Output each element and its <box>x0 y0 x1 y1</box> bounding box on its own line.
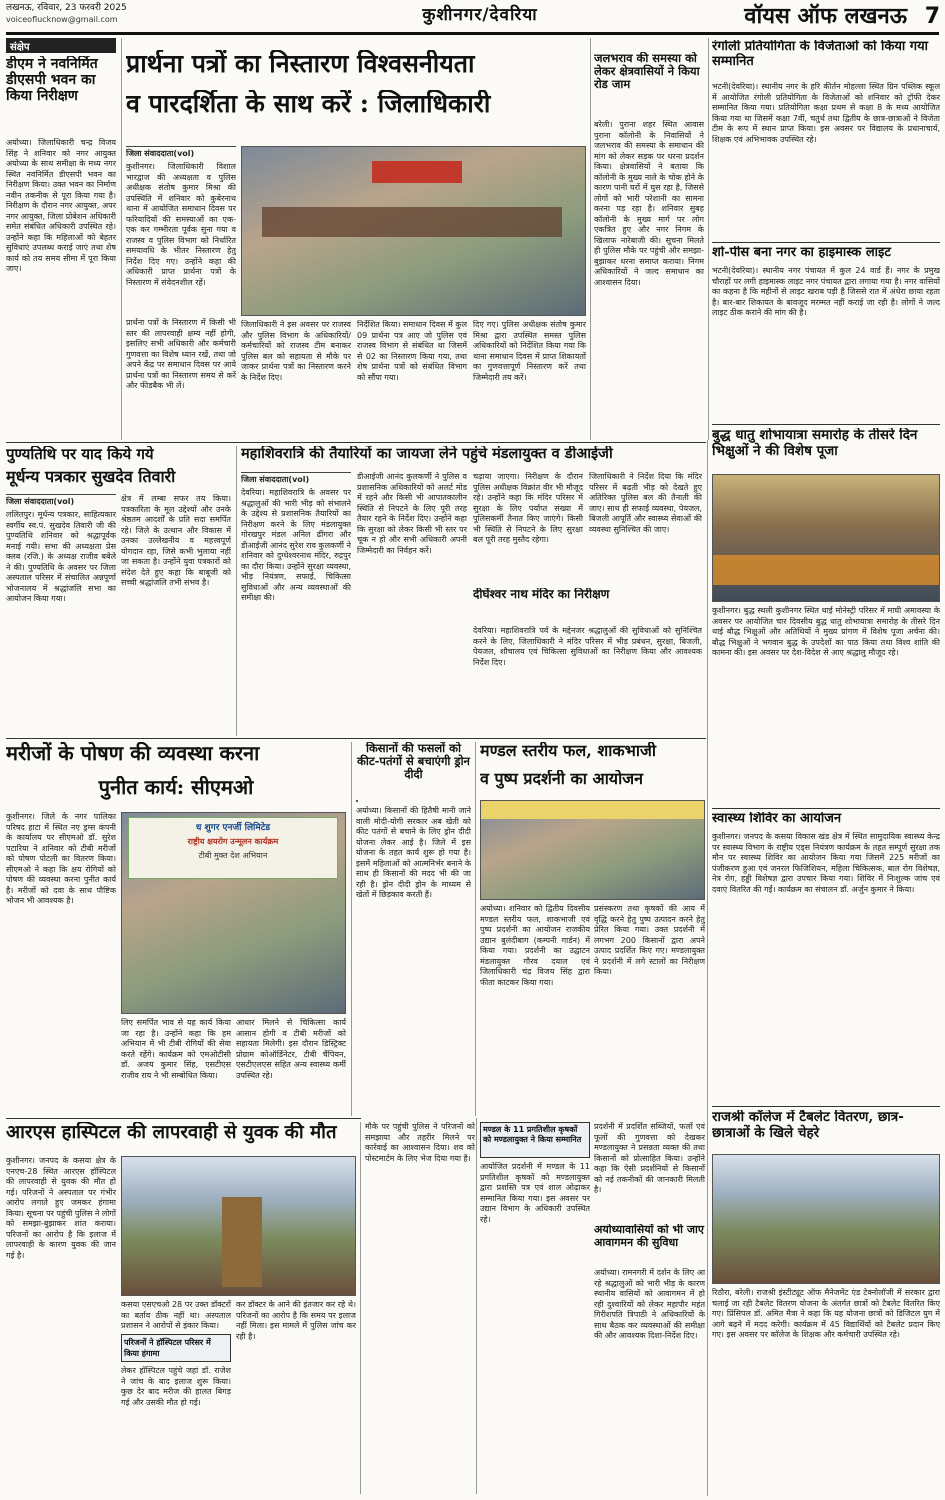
banner-line1: ध शुगर एनर्जी लिमिटेड <box>195 823 271 833</box>
mandal-box <box>480 1122 590 1158</box>
students-photo <box>712 1154 940 1284</box>
header-rule <box>6 32 939 35</box>
rangoli-body: भटनी(देवरिया)। स्थानीय नगर के हरि कीर्तन मोहल्ला स्थित ग्रिन पब्लिक स्कूल में आयोजित रंगोली प्रतियोगिता के विजेताओं को शनिवार को ट्रॉफी देकर सम्मानित किया गया। प्रतियोगिता कक्षा प्रथम से कक्षा 8 के मध्य आयोजित किया गया था जिसमें कक्षा 7वीं, चतुर्थ तथा द्वितीय के छात्र-छात्राओं ने विजेता टीम के रूप में स्थान प्राप्त किया। इस अवसर पर विद्यालय के प्रधानाचार्य, शिक्षक एवं अभिभावक उपस्थित रहे। <box>712 82 940 144</box>
divider <box>6 1118 361 1119</box>
mahashivratri-body-col2: डीआईजी आनंद कुलकर्णी ने पुलिस व प्रशासनिक अधिकारियों को अलर्ट मोड में रहने और किसी भी आपातकालीन स्थिति से निपटने के लिए पूरी तरह तैयार रहने के निर्देश दिए। उन्होंने कहा कि सुरक्षा को लेकर किसी भी स्तर पर चूक न हो और सभी अधिकारी अपनी जिम्मेदारी का निर्वहन करें। <box>357 472 467 555</box>
column-divider <box>236 446 237 736</box>
divider <box>712 1106 940 1107</box>
monks-photo <box>712 474 940 602</box>
email: voiceoflucknow@gmail.com <box>6 15 118 24</box>
mahashivratri-byline: जिला संवाददाता(vol) <box>241 472 351 486</box>
lead-body-col4: निर्देशित किया। समाधान दिवस में कुल 09 प्रार्थना पत्र आए जो पुलिस एवं राजस्व विभाग से संबंधित था जिसमें से 02 का निस्तारण किया गया, तथा शेष प्रार्थना पत्रों को संबंधित विभाग को सौंपा गया। <box>357 320 467 382</box>
divider <box>6 738 706 739</box>
column-divider <box>360 1122 361 1494</box>
mandal-body-col1: अयोध्या। शनिवार को द्वितीय दिवसीय मण्डल स्तरीय फल, शाकभाजी एवं पुष्प प्रदर्शनी का आयोजन राजकीय उद्यान बुलंदीबाग (कम्पनी गार्डन) में किया गया। प्रदर्शनी का उद्घाटन मंडलायुक्त गौरव दयाल एवं जिलाधिकारी चंद्र विजय सिंह द्वारा फीता काटकर किया गया। <box>480 904 590 987</box>
mariz-body-col1: कुशीनगर। जिले के नगर पालिका परिषद हाटा में स्थित नए ड्रग्स कंपनी के कार्यालय पर सीएमओ डॉ. सुरेश पटारिया ने शनिवार को टीबी मरीजों को पोषण पोटली का वितरण किया। सीएमओ ने कहा कि क्षय रोगियों को पोषण की व्यवस्था करना पुनीत कार्य है। मरीजों को दवा के साथ पौष्टिक भोजन भी आवश्यक है। <box>6 812 116 905</box>
mandal-box-title: मण्डल के 11 प्रगतिशील कृषकों को मण्डलायुक्त ने किया सम्मानित <box>483 1125 582 1144</box>
lead-headline-line2: व पारदर्शिता के साथ करें : जिलाधिकारी <box>126 90 491 118</box>
police-crowd-photo <box>121 1156 356 1296</box>
mariz-body-col3: आधार मिलने से चिकित्सा कार्य आसान होगी व टीबी मरीजों को सहायता मिलेगी। इस दौरान डिस्ट्रिक्ट प्रोग्राम कोऑर्डिनेटर, टीबी चैंपियन, एसटीएलएस सहित अन्य स्वास्थ्य कर्मी उपस्थित रहे। <box>236 1018 346 1080</box>
mahashivratri-body-col3: चढ़ाया जाएगा। निरीक्षण के दौरान पुलिस अधीक्षक विक्रांत वीर भी मौजूद रहे। उन्होंने कहा कि मंदिर परिसर में सुरक्षा के लिए पर्याप्त संख्या में पुलिसकर्मी तैनात किए जाएंगे। किसी भी स्थिति से निपटने के लिए सुरक्षा बल पूरी तरह मुस्तैद रहेगा। <box>473 472 583 544</box>
punyatithi-body-col1: ललितपुर। मूर्धन्य पत्रकार, साहित्यकार स्वर्गीय स्व.पं. सुखदेव तिवारी जी की पुण्यतिथि शनिवार को श्रद्धापूर्वक मनाई गयी। सभा की अध्यक्षता प्रेस क्लब (रजि.) के अध्यक्ष राजीव बबेले ने की। पुण्यतिथि के अवसर पर जिला अस्पताल परिसर में संचालित अन्नपूर्णा भोजनालय में श्रद्धांजलि सभा का आयोजन किया गया। <box>6 510 116 603</box>
lead-body-col5: दिए गए। पुलिस अधीक्षक संतोष कुमार मिश्रा द्वारा उपस्थित समस्त पुलिस अधिकारियों को निर्देशित किया गया कि थाना समाधान दिवस में प्राप्त शिकायतों का गुणवत्तापूर्ण निस्तारण करें तथा जिम्मेदारी तय करें। <box>473 320 586 382</box>
lead-byline: जिला संवाददाता(vol) <box>126 146 236 160</box>
mariz-headline-line2: पुनीत कार्य: सीएमओ <box>98 776 254 799</box>
mahashivratri-subhead: दीर्घेश्वर नाथ मंदिर का निरीक्षण <box>473 588 610 601</box>
lead-body-col3: जिलाधिकारी ने इस अवसर पर राजस्व और पुलिस विभाग के अधिकारियों/कर्मचारियों को राजस्व टीम बनाकर पुलिस बल को सहायता से मौके पर जाकर प्रार्थना पत्रों का निस्तारण करने के निर्देश दिए। <box>241 320 351 382</box>
mandal-headline-line1: मण्डल स्तरीय फल, शाकभाजी <box>480 742 657 760</box>
mahashivratri-headline: महाशिवरात्रि की तैयारियों का जायजा लेने पहुंचे मंडलायुक्त व डीआईजी <box>241 446 613 462</box>
rs-hospital-box-title: परिजनों ने हॉस्पिटल परिसर में किया हंगामा <box>124 1338 211 1358</box>
samadhan-diwas-photo <box>241 146 586 316</box>
tb-nutrition-photo <box>121 812 346 1014</box>
tablet-headline: राजश्री कॉलेज में टैबलेट वितरण, छात्र-छात्राओं के खिले चेहरे <box>712 1110 904 1141</box>
buddha-body: कुशीनगर। बुद्ध स्थली कुशीनगर स्थित थाई मोनेस्ट्री परिसर में माघी अमावस्या के अवसर पर आयोजित चार दिवसीय बुद्ध धातु शोभायात्रा समारोह के तीसरे दिन थाई बौद्ध भिक्षुओं और अतिथियों ने मुख्य प्रांगण में विशेष पूजा अर्चना की। बौद्ध भिक्षुओं ने भगवान बुद्ध के उपदेशों का पाठ किया तथा विश्व शांति की कामना की। इस अवसर पर देश-विदेश से आए श्रद्धालु मौजूद रहे। <box>712 606 940 657</box>
punyatithi-body-col2: क्षेत्र में लम्बा सफर तय किया। पत्रकारिता के मूल उद्देश्यों और उनके श्रेष्ठतम आदर्शों के प्रति सदा समर्पित रहे। जिले के उत्थान और विकास में उनका उल्लेखनीय व महत्त्वपूर्ण योगदान रहा, जिसे कभी भुलाया नहीं जा सकता है। उन्होंने युवा पत्रकारों को संदेश देते हुए कहा कि बाबूजी को सच्ची श्रद्धांजलि तभी संभव है। <box>121 494 231 587</box>
mandal-headline-line2: व पुष्प प्रदर्शनी का आयोजन <box>480 770 643 788</box>
mandal-body-col3: प्रदर्शनी में प्रदर्शित सब्जियों, फलों एवं फूलों की गुणवत्ता को देखकर मण्डलायुक्त ने प्रसन्नता व्यक्त की तथा किसानों को प्रोत्साहित किया। उन्होंने कहा कि ऐसी प्रदर्शनियों से किसानों को नई तकनीकों की जानकारी मिलती है। <box>594 1122 705 1194</box>
swasthya-body: कुशीनगर। जनपद के कसया विकास खंड क्षेत्र में स्थित सामुदायिक स्वास्थ्य केन्द्र पर स्वास्थ्य विभाग के राष्ट्रीय एड्स नियंत्रण कार्यक्रम के तहत सम्पूर्ण सुरक्षा तक मौन पर स्वास्थ्य शिविर का आयोजन किया गया जिसमें 225 मरीजों का पंजीकरण हुआ एवं जनरल फिजिशियन, महिला चिकित्सक, बाल रोग विशेषज्ञ, नेत्र रोग, हड्डी विशेषज्ञ द्वारा उपचार किया गया। शिविर में निःशुल्क जांच एवं दवाएं वितरित की गईं। कार्यक्रम का संचालन डॉ. अर्जुन कुमार ने किया। <box>712 832 940 894</box>
column-divider <box>351 742 352 1116</box>
swasthya-headline: स्वास्थ्य शिविर का आयोजन <box>712 812 842 826</box>
mahashivratri-sub-body: देवरिया। महाशिवरात्रि पर्व के मद्देनजर श्रद्धालुओं की सुविधाओं को सुनिश्चित करने के लिए, जिलाधिकारी ने मंदिर परिसर में भीड़ प्रबंधन, सुरक्षा, बिजली, पेयजल, शौचालय एवं चिकित्सा सुविधाओं का निरीक्षण किया और आवश्यक निर्देश दिए। <box>473 626 702 667</box>
mandal-body-col2: प्रसंस्करण तथा कृषकों की आय में वृद्धि करने हेतु पुष्प उत्पादन करने हेतु प्रेरित किया गया। उक्त प्रदर्शनी में लगभग 200 किसानों द्वारा अपने उत्पाद प्रदर्शित किए गए। मण्डलायुक्त ने प्रदर्शनी में लगे स्टालों का निरीक्षण किया। <box>594 904 705 976</box>
divider <box>6 442 706 443</box>
section-title: कुशीनगर/देवरिया <box>422 5 538 25</box>
column-divider <box>121 38 122 440</box>
column-divider <box>590 38 591 440</box>
lead-headline-line1: प्रार्थना पत्रों का निस्तारण विश्वसनीयता <box>126 50 475 78</box>
lead-body-col2: प्रार्थना पत्रों के निस्तारण में किसी भी स्तर की लापरवाही क्षम्य नहीं होगी, इसलिए सभी अधिकारी और कर्मचारी गुणवत्ता का विशेष ध्यान रखें, तथा जो अपने केंद्र पर समाधान दिवस पर आये प्रार्थना पत्रों का निस्तारण समय से करें और फीडबैक भी लें। <box>126 318 236 390</box>
rs-hospital-headline: आरएस हास्पिटल की लापरवाही से युवक की मौत <box>6 1122 337 1143</box>
mandal-subhead: अयोध्यावासियों को भी जाए आवागमन की सुविधा <box>594 1224 704 1249</box>
sankshep-headline: डीएम ने नवनिर्मित डीएसपी भवन का किया निरीक्षण <box>6 56 98 105</box>
rs-hospital-body-col4: मौके पर पहुंची पुलिस ने परिजनों को समझाया और तहरीर मिलने पर कार्रवाई का आश्वासन दिया। शव को पोस्टमार्टम के लिए भेज दिया गया है। <box>365 1122 475 1163</box>
masthead <box>704 0 940 30</box>
rs-hospital-box <box>121 1334 231 1362</box>
highmast-headline: शो-पीस बना नगर का हाइमास्क लाइट <box>712 246 891 260</box>
sankshep-label: संक्षेप <box>6 38 116 53</box>
sankshep-body: अयोध्या। जिलाधिकारी चन्द्र विजय सिंह ने शनिवार को नगर आयुक्त अयोध्या के साथ समीक्षा के मध्य नगर स्थित नवनिर्मित डीएसपी भवन का निरीक्षण किया। उक्त भवन का निर्माण नवीन तकनीक से पूरा किया गया है। निरीक्षण के दौरान नगर आयुक्त, अपर नगर आयुक्त, जिला प्रोबेशन अधिकारी समेत संबंधित अधिकारी उपस्थित रहे। उन्होंने कहा कि महिलाओं को बेहतर सुविधाएं उपलब्ध कराई जाएं तथा शेष कार्य को तय समय सीमा में पूरा किया जाए। <box>6 138 116 273</box>
rs-hospital-box-body: लेकर हॉस्पिटल पहुंचे जहां डॉ. राजेश ने जांच के बाद इलाज शुरू किया। कुछ देर बाद मरीज की हालत बिगड़ गई और उसकी मौत हो गई। <box>121 1366 231 1407</box>
divider <box>712 808 940 809</box>
column-divider <box>476 1118 477 1494</box>
punyatithi-headline-line2: मूर्धन्य पत्रकार सुखदेव तिवारी <box>6 468 176 486</box>
rs-hospital-body-col2: कसया एसएचओ 28 पर उक्त डॉक्टरों का बर्ताव ठीक नहीं था। अस्पताल प्रशासन ने आरोपों से इंकार किया। <box>121 1300 231 1330</box>
masthead-title: वॉयस ऑफ लखनऊ <box>744 4 908 29</box>
column-divider <box>708 38 709 440</box>
header-dateline-block <box>6 2 127 26</box>
mandal-sub-body: अयोध्या। रामनगरी में दर्शन के लिए आ रहे श्रद्धालुओं को भारी भीड़ के कारण स्थानीय वासियों को आवागमन में हो रही दुश्वारियों को लेकर महापौर महंत गिरीशपति त्रिपाठी ने अधिकारियों के साथ बैठक कर व्यवस्थाओं की समीक्षा की और आवश्यक दिशा-निर्देश दिए। <box>594 1268 705 1340</box>
rs-hospital-body-col1: कुशीनगर। जनपद के कसया क्षेत्र के एनएच-28 स्थित आरएस हॉस्पिटल की लापरवाही से युवक की मौत हो गई। परिजनों ने अस्पताल पर गंभीर आरोप लगाते हुए जमकर हंगामा किया। सूचना पर पहुंची पुलिस ने लोगों को समझा-बुझाकर शांत कराया। परिजनों का आरोप है कि इलाज में लापरवाही के कारण युवक की जान गई है। <box>6 1156 116 1260</box>
mariz-body-col2: लिए समर्पित भाव से यह कार्य किया जा रहा है। उन्होंने कहा कि हम अभियान में भी टीबी रोगियों की सेवा करते रहेंगे। कार्यक्रम को एमओटीसी डॉ. अजय कुमार सिंह, एसटीएस राजीव राय ने भी सम्बोधित किया। <box>121 1018 231 1080</box>
mahashivratri-body-col4: जिलाधिकारी ने निर्देश दिया कि मंदिर परिसर में बढ़ती भीड़ को देखते हुए अतिरिक्त पुलिस बल की तैनाती की जाए। साथ ही सफाई व्यवस्था, पेयजल, बिजली आपूर्ति और स्वास्थ्य सेवाओं की व्यवस्था सुनिश्चित की जाए। <box>589 472 702 534</box>
page-number: 7 <box>924 4 940 29</box>
mahashivratri-body-col1: देवरिया। महाशिवरात्रि के अवसर पर श्रद्धालुओं की भारी भीड़ को संभालने के उद्देश्य से प्रशासनिक तैयारियों का निरीक्षण करने के लिए मंडलायुक्त गोरखपुर मंडल अनिल ढींगरा और डीआईजी आनंद सुरेश राव कुलकर्णी ने शनिवार को दुग्धेश्वरनाथ मंदिर, रुद्रपुर का दौरा किया। उन्होंने सुरक्षा व्यवस्था, भीड़ नियंत्रण, सफाई, चिकित्सा सुविधाओं और अन्य व्यवस्थाओं की समीक्षा की। <box>241 488 351 602</box>
mariz-headline-line1: मरीजों के पोषण की व्यवस्था करना <box>6 742 260 765</box>
column-divider <box>707 440 708 1496</box>
exhibition-photo <box>480 800 705 900</box>
jalbharav-body: बरेली। पुराना शहर स्थित आवास पुराना कॉलोनी के निवासियों ने जलभराव की समस्या के समाधान की मांग को लेकर सड़क पर धरना प्रदर्शन किया। क्षेत्रवासियों ने बताया कि कॉलोनी के मुख्य नाले के चोक होने के कारण पानी घरों में घुस रहा है, जिससे लोगों को भारी परेशानी का सामना करना पड़ रहा है। शनिवार सुबह कॉलोनी के मुख्य मार्ग पर लोग एकत्रित हुए और नगर निगम के खिलाफ नारेबाजी की। सूचना मिलते ही पुलिस मौके पर पहुंची और समझा-बुझाकर धरना समाप्त कराया। निगम अधिकारियों ने जल्द समाधान का आश्वासन दिया। <box>594 120 704 287</box>
highmast-body: भटनी(देवरिया)। स्थानीय नगर पंचायत में कुल 24 वार्ड हैं। नगर के प्रमुख चौराहों पर लगी हाइमास्क लाइट नगर पंचायत द्वारा लगाया गया है। नगर वासियों का कहना है कि महीनों से लाइट खराब पड़ी है जिससे रात में अंधेरा छाया रहता है। बार-बार शिकायत के बावजूद मरम्मत नहीं कराई जा रही है। लोगों ने जल्द लाइट ठीक कराने की मांग की है। <box>712 266 940 317</box>
banner-line3: टीबी मुक्त देश अभियान <box>198 851 268 860</box>
punyatithi-headline-line1: पुण्यतिथि पर याद किये गये <box>6 446 154 463</box>
kisan-body: अयोध्या। किसानों की हितैषी मानी जाने वाली मोदी-योगी सरकार अब खेती को कीट पतंगों से बचाने के लिए ड्रोन दीदी योजना लेकर आई है। जिले में इस योजना के तहत कार्य शुरू हो गया है। इसमें महिलाओं को आत्मनिर्भर बनाने के साथ ही किसानों की मदद भी की जा रही है। ड्रोन दीदी ड्रोन के माध्यम से खेतों में छिड़काव करती हैं। <box>356 806 471 899</box>
lead-body-col1: कुशीनगर। जिलाधिकारी विशाल भारद्वाज की अध्यक्षता व पुलिस अधीक्षक संतोष कुमार मिश्रा की उपस्थिति में शनिवार को कुबेरनाथ थाना में आयोजित समाधान दिवस पर फरियादियों की समस्याओं का एक-एक कर गम्भीरता पूर्वक सुना गया व राजस्व व पुलिस विभाग को निर्धारित समयावधि के भीतर निस्तारण हेतु निर्देश दिए गए। उन्होंने कहा की अधिकारी प्राप्त प्रार्थना पत्रों के निस्तारण में संवेदनशील रहें। <box>126 162 236 287</box>
banner-line2: राष्ट्रीय क्षयरोग उन्मूलन कार्यक्रम <box>187 837 279 846</box>
divider <box>712 424 940 425</box>
column-divider <box>475 742 476 1116</box>
rs-hospital-body-col3: कर डॉक्टर के आने की इंतजार कर रहे थे। परिजनों का आरोप है कि समय पर इलाज नहीं मिला। इस मामले में पुलिस जांच कर रही है। <box>236 1300 356 1341</box>
kisan-headline: किसानों की फसलों को कीट-पतंगों से बचाएंगी ड्रोन दीदी <box>357 742 470 782</box>
jalbharav-headline: जलभराव की समस्या को लेकर क्षेत्रवासियों ने किया रोड जाम <box>594 52 700 92</box>
dateline: लखनऊ, रविवार, 23 फरवरी 2025 <box>6 3 127 13</box>
rangoli-headline: रंगोली प्रतियोगिता के विजेताओं को किया गया सम्मानित <box>712 40 929 69</box>
mandal-box-body: आयोजित प्रदर्शनी में मण्डल के 11 प्रगतिशील कृषकों को मण्डलायुक्त द्वारा प्रशस्ति पत्र एवं शाल ओढ़ाकर सम्मानित किया गया। इस अवसर पर उद्यान विभाग के अधिकारी उपस्थित रहे। <box>480 1162 590 1224</box>
divider <box>712 242 940 243</box>
punyatithi-byline: जिला संवाददाता(vol) <box>6 494 116 508</box>
buddha-headline: बुद्ध धातु शोभायात्रा समारोह के तीसरे दिन भिक्षुओं ने की विशेष पूजा <box>712 428 918 459</box>
spacer <box>356 800 358 802</box>
tablet-body: रिठौरा, बरेली। राजश्री इंस्टीट्यूट ऑफ मैनेजमेंट एंड टेक्नोलॉजी में सरकार द्वारा चलाई जा रही टैबलेट वितरण योजना के अंतर्गत छात्रों को टैबलेट वितरित किए गए। प्रिंसिपल डॉ. अमित मैत्रा ने कहा कि यह योजना छात्रों को डिजिटल युग में आगे बढ़ने में मदद करेगी। कार्यक्रम में 45 विद्यार्थियों को टैबलेट प्रदान किए गए। इस अवसर पर कॉलेज के शिक्षक और कर्मचारी उपस्थित रहे। <box>712 1288 940 1339</box>
